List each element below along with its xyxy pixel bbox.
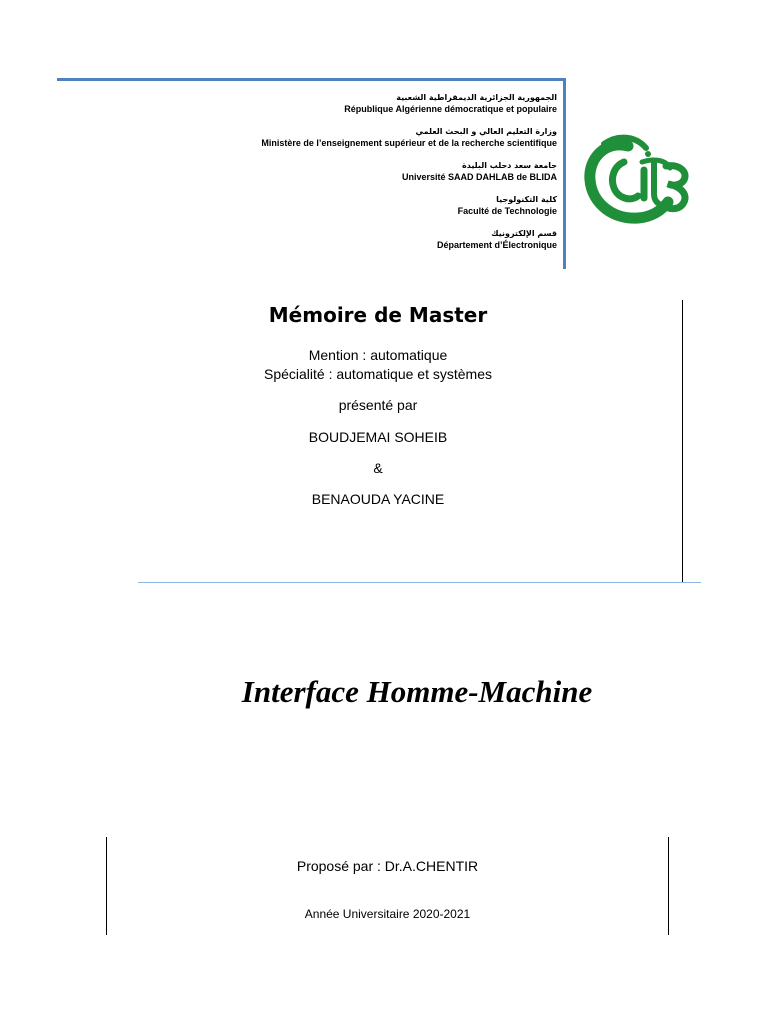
footer-frame-right [668,837,669,935]
header-arabic-line: قسم الإلكترونيك [491,229,557,238]
thesis-title: Interface Homme-Machine [241,674,593,709]
author-name: BENAOUDA YACINE [311,491,445,507]
header-arabic-line: الجمهورية الجزائرية الديمقراطية الشعبية [396,93,557,102]
header-arabic-line: وزارة التعليم العالي و البحث العلمي [415,127,557,136]
title-frame-bottom [138,582,701,583]
header-frame-top [57,78,566,81]
title-frame-right [682,300,683,583]
header-frame-right [563,78,566,269]
institution-header [97,92,557,262]
header-french-line: Université SAAD DAHLAB de BLIDA [401,172,557,182]
presente-par-label: présenté par [338,397,418,413]
academic-year: Année Universitaire 2020-2021 [304,907,471,921]
author-separator: & [373,460,383,476]
supervisor-line: Proposé par : Dr.A.CHENTIR [296,858,479,874]
header-french-line: Ministère de l’enseignement supérieur et de la recherche scientifique [261,138,557,148]
header-french-line: République Algérienne démocratique et populaire [344,104,557,114]
header-arabic-line: جامعة سعد دحلب البليدة [462,161,557,170]
university-logo [584,132,696,226]
author-name: BOUDJEMAI SOHEIB [308,429,448,445]
memoire-title: Mémoire de Master [268,303,488,327]
specialite-text: Spécialité : automatique et systèmes [263,366,492,382]
header-french-line: Département d’Électronique [436,240,557,250]
header-french-line: Faculté de Technologie [457,206,557,216]
header-arabic-line: كلية التكنولوجيا [496,195,557,204]
mention-block [138,346,618,384]
mention-text: Mention : automatique [308,347,448,363]
